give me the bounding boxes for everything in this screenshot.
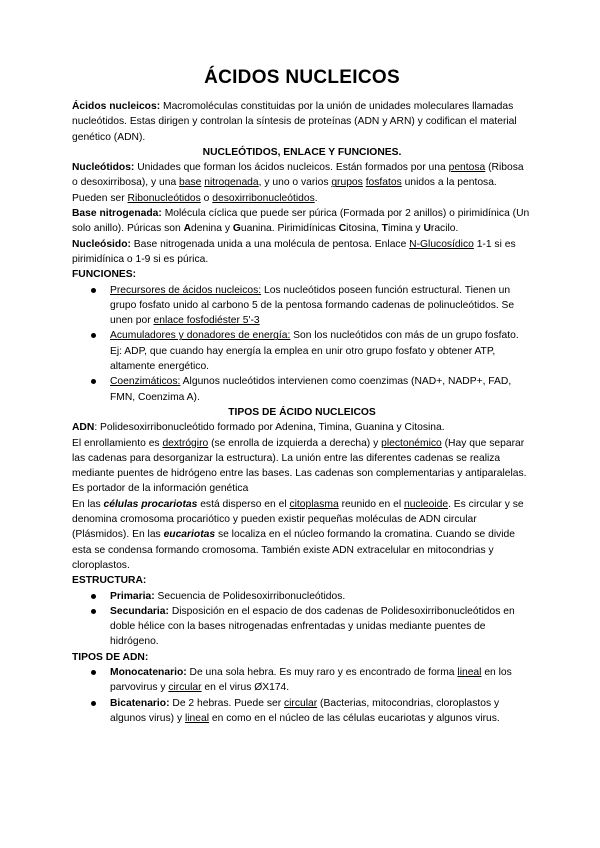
section-heading-nucleotidos: NUCLEÓTIDOS, ENLACE Y FUNCIONES. [202,146,402,158]
underlined-term: circular [168,682,202,694]
underlined-term: desoxirribonucleótidos [212,192,315,204]
text-run: Los nucleótidos poseen función estructural. Tienen un grupo fosfato unido al carbono 5 de la pentosa formando cadenas de polinucleótidos. Se unen por [110,284,515,327]
text-run: . Es circular y se denomina cromosoma procariótico y pueden existir pequeñas moléculas de ADN circular (Plásmidos). En las [72,498,524,541]
list-term: Bicatenario: [110,697,170,709]
underlined-term: nitrogenada [204,177,259,189]
text-run: está disperso en el [197,498,290,510]
text-run: En las [72,498,104,510]
bullet-icon [91,594,96,599]
estructura-heading: ESTRUCTURA: [72,575,147,587]
underlined-term: Coenzimáticos: [110,376,181,388]
text-run: Algunos nucleótidos intervienen como coenzimas (NAD+, NADP+, FAD, FMN, Coenzima A). [110,376,512,403]
bold-letter: C [338,223,347,235]
list-item [72,696,532,727]
text-run: 1-1 si es pirimidínica o 1-9 si es púrica. [72,238,516,265]
intro-term: Ácidos nucleicos: [72,101,161,112]
bullet-icon [91,333,96,338]
text-run: Base nitrogenada unida a una molécula de pentosa. Enlace [130,238,410,250]
underlined-term: dextrógiro [162,437,209,449]
underlined-term: pentosa [448,162,486,174]
text-run: : Polidesoxirribonucleótido formado por Adenina, Timina, Guanina y Citosina. [94,422,445,434]
text-run: (se enrolla de izquierda a derecha) y [208,437,382,449]
bold-letter: A [183,223,192,235]
text-run: Secuencia de Polidesoxirribonucleótidos. [154,590,346,602]
bold-letter: T [381,223,388,235]
text-run: se localiza en el núcleo formando la cromatina. Cuando se divide esta se condensa formando cromosoma. También existe ADN extracelular en mitocondrias y cloroplastos. [72,529,516,571]
nucleotidos-term: Nucleótidos: [72,162,135,174]
text-run: . [314,192,318,204]
text-run: en los parvovirus y [110,666,512,694]
text-run: (Hay que separar las cadenas para desorganizar la estructura). La unión entre las diferentes cadenas se realiza mediante puentes de hidrógeno entre las bases. Las cadenas son complementarias y antiparalelas. Es portador de la información genética [72,437,527,495]
nucleosido-term: Nucleósido: [72,238,131,250]
text-run: Son los nucleótidos con más de un grupo fosfato. Ej: ADP, que cuando hay energía la emplea en unir otro grupo fosfato y obtener ATP, altamente energético. [110,330,519,373]
section-heading-tipos: TIPOS DE ÁCIDO NUCLEICOS [228,406,376,418]
bullet-icon [91,701,96,706]
underlined-term: nucleoide [403,498,449,510]
text-run: denina y [191,223,233,235]
list-item [72,665,532,696]
procariotas-paragraph [72,497,532,573]
text-run: uanina. Pirimidínicas [240,223,339,235]
bullet-icon [91,288,96,293]
intro-text: Macromoléculas constituidas por la unión de unidades moleculares llamadas nucleótidos. Estas dirigen y controlan la síntesis de proteínas (ADN y ARN) y codifican el material genético (ADN). [72,101,517,143]
underlined-term: fosfatos [365,177,402,189]
text-run: unidos a la pentosa. Pueden ser [72,177,497,204]
bold-letter: U [423,223,431,235]
text-run: en como en el núcleo de las células eucariotas y algunos virus. [209,712,500,724]
base-nitrogenada-paragraph [72,206,532,237]
underlined-term: lineal [184,712,210,724]
list-term: Secundaria: [110,605,169,617]
text-run: Molécula cíclica que puede ser púrica (Formada por 2 anillos) o pirimidínica (Un solo anillo). Púricas son [72,208,530,235]
text-run: El enrollamiento es [72,437,163,449]
underlined-term: lineal [457,666,482,678]
underlined-term: plectonémico [381,437,442,449]
underlined-term: base [179,177,202,189]
bold-letter: G [232,223,241,235]
bullet-icon [91,609,96,614]
text-run: De 2 hebras. Puede ser [169,697,284,709]
base-term: Base nitrogenada: [72,208,162,220]
text-run: , y uno o varios [258,177,332,189]
estructura-list [72,589,532,650]
list-item [72,328,532,374]
list-term: Monocatenario: [110,666,187,678]
text-run: (Ribosa o desoxirribosa), y una [72,162,524,189]
text-run: reunido en el [338,498,404,510]
underlined-term: circular [284,697,318,709]
text-run: o [200,192,213,204]
bold-italic-term: eucariotas [163,529,216,541]
underlined-term: Acumuladores y donadores de energía: [110,330,291,342]
text-run: imina y [387,223,424,235]
text-run: De una sola hebra. Es muy raro y es encontrado de forma [186,666,458,678]
list-item [72,283,532,329]
document-page [72,66,532,726]
underlined-term: N-Glucosídico [409,238,474,250]
funciones-heading: FUNCIONES: [72,269,137,281]
underlined-term: grupos [331,177,363,189]
tipos-adn-list [72,665,532,726]
funciones-list [72,283,532,405]
nucleosido-paragraph [72,237,532,268]
text-run: Unidades que forman los ácidos nucleicos. Están formados por una [134,162,449,174]
text-run: Disposición en el espacio de dos cadenas de Polidesoxirribonucleótidos en doble hélice con la bases nitrogenadas enfrentadas y unidas mediante puentes de hidrógeno. [110,605,515,648]
adn-paragraph [72,420,532,435]
adn-term: ADN [72,422,95,434]
text-run: (Bacterias, mitocondrias, cloroplastos y algunos virus) y [110,697,500,724]
bullet-icon [91,670,96,675]
underlined-term: Precursores de ácidos nucleicos: [110,284,262,296]
list-item [72,374,532,405]
enrollamiento-paragraph [72,436,532,497]
underlined-term: citoplasma [289,498,339,510]
list-item [72,589,532,604]
bold-italic-term: células procariotas [103,498,198,510]
nucleotidos-paragraph [72,160,532,206]
text-run: racilo. [430,223,459,235]
intro-paragraph [72,99,532,145]
underlined-term: enlace fosfodiéster 5'-3 [153,315,260,327]
underlined-term: Ribonucleótidos [127,192,201,204]
bullet-icon [91,379,96,384]
text-run: itosina, [346,223,382,235]
text-run: en el virus ØX174. [201,682,290,694]
list-item [72,604,532,650]
list-term: Primaria: [110,590,155,602]
page-title: ÁCIDOS NUCLEICOS [204,67,400,88]
tipos-adn-heading: TIPOS DE ADN: [72,651,149,663]
